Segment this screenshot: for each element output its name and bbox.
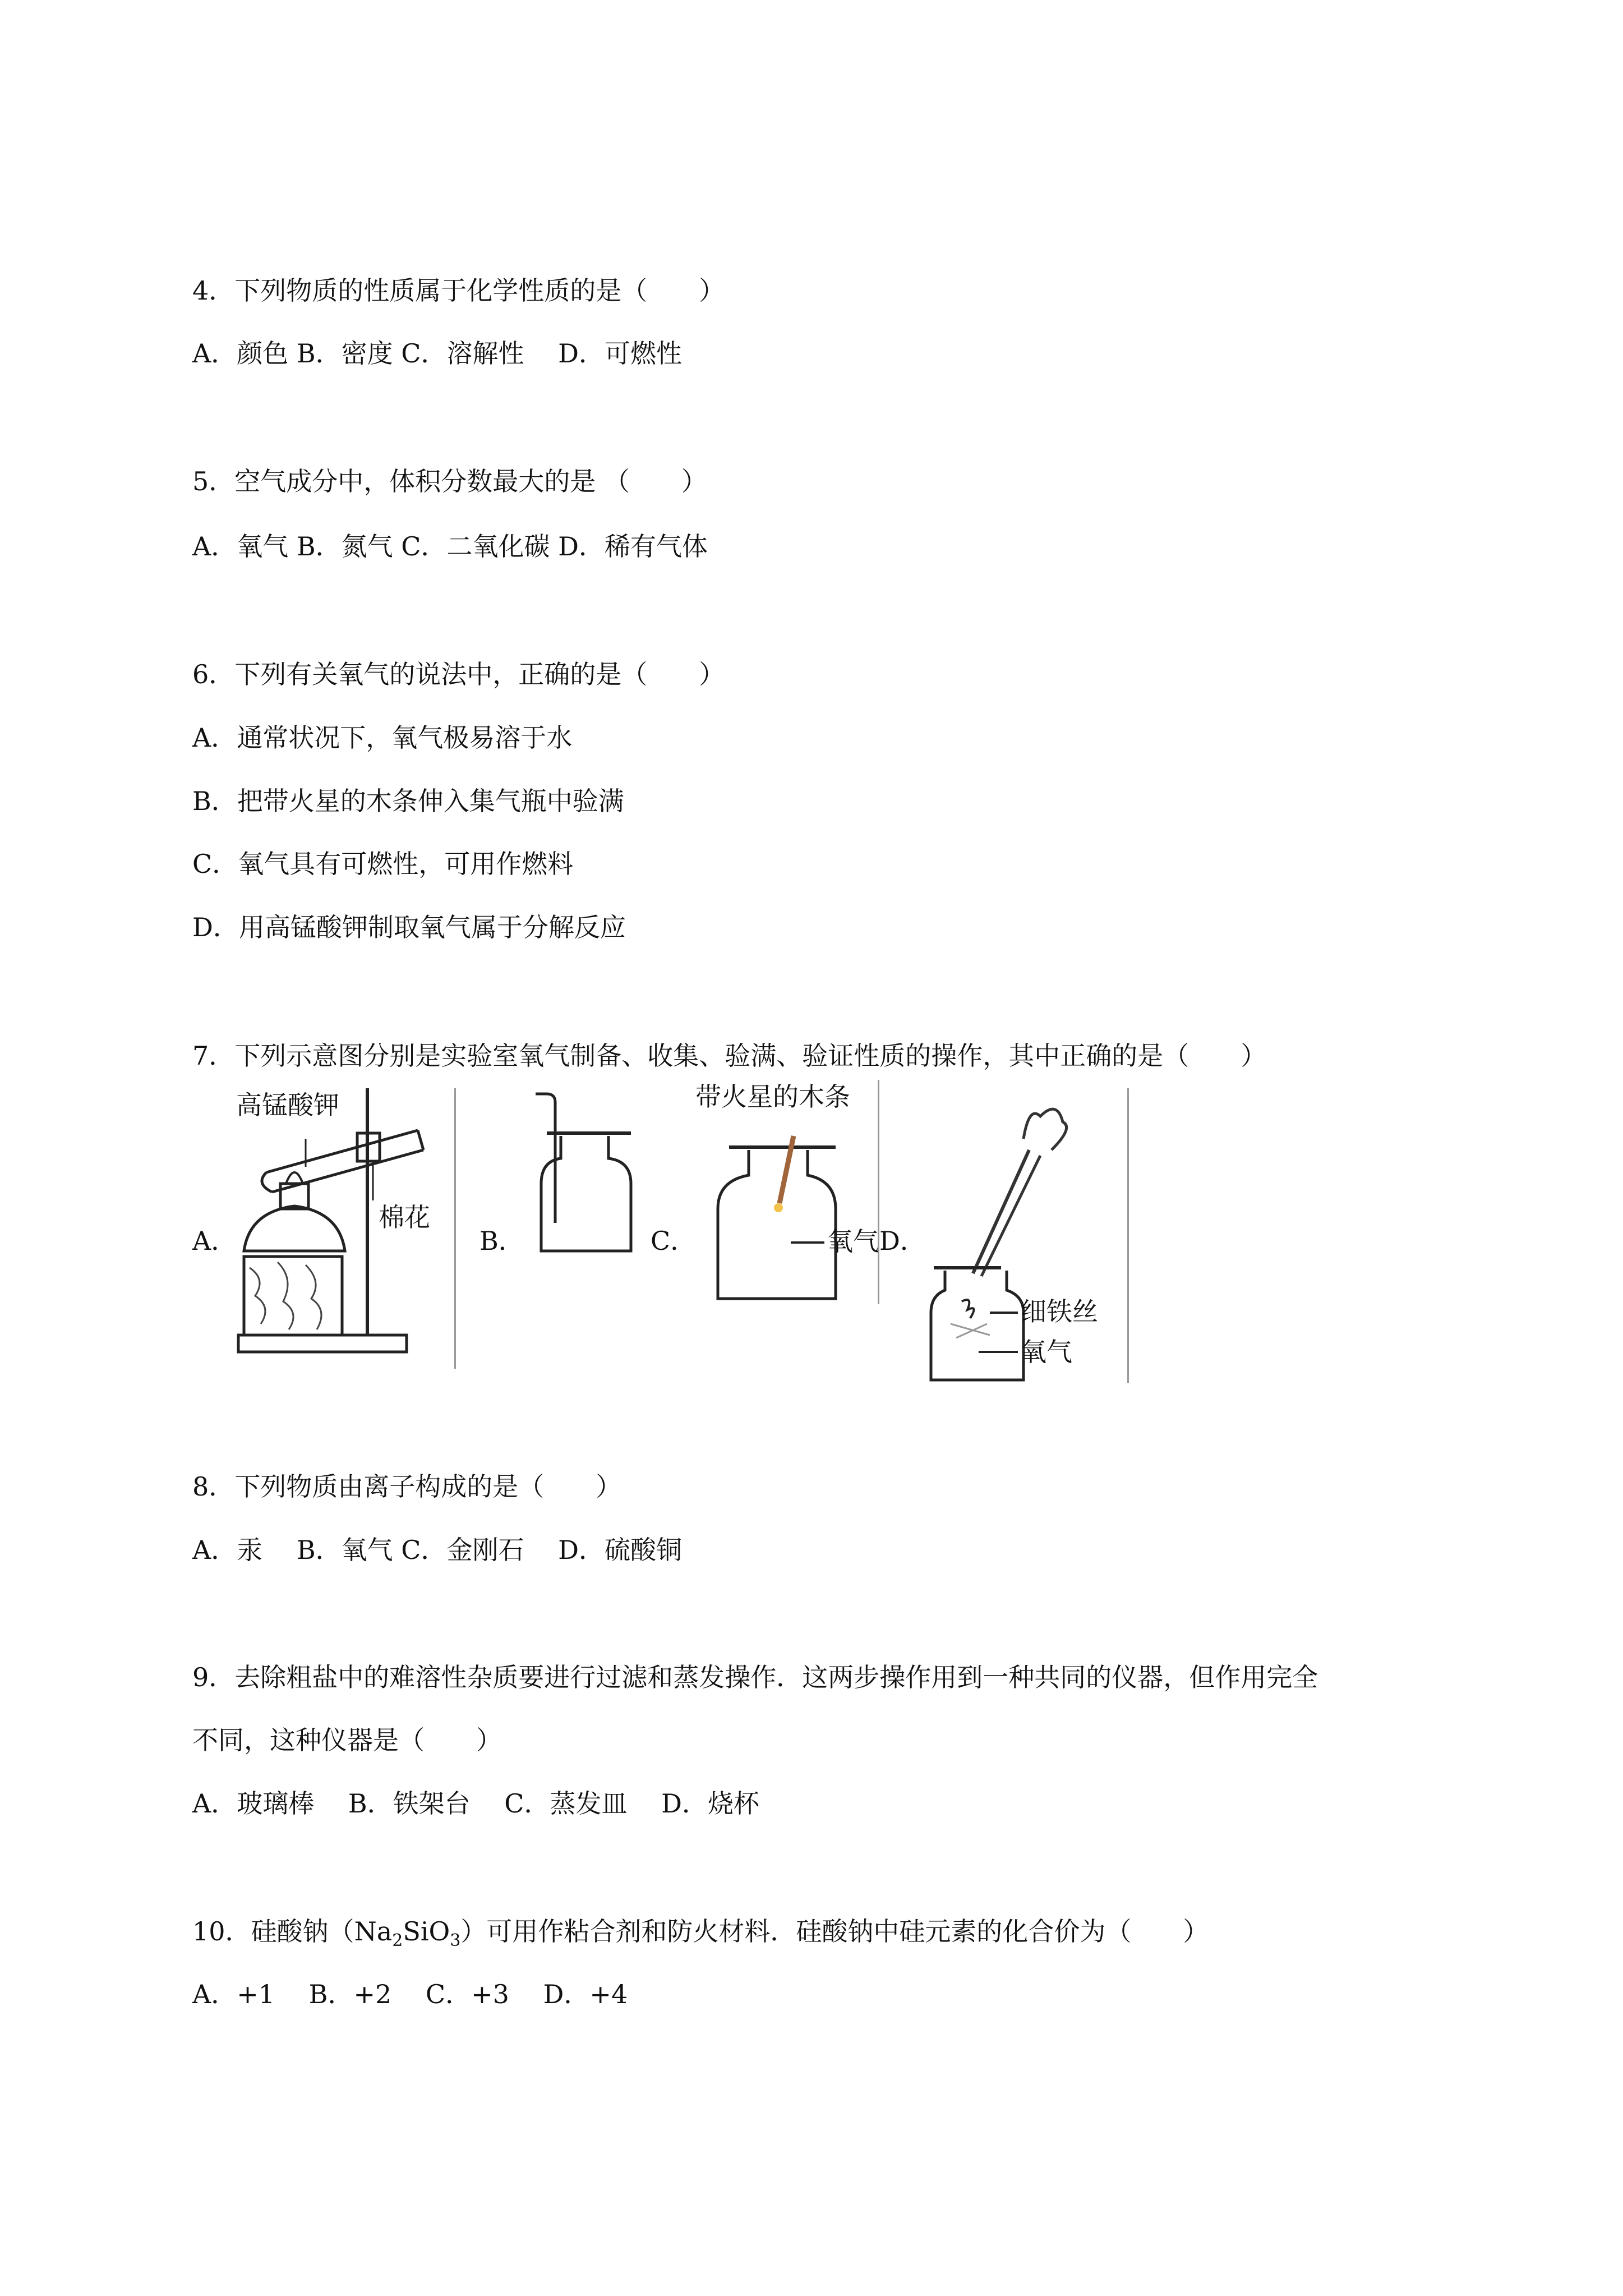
q7-label-c: C． [651,1226,697,1256]
q8-options: A．汞 B．氧气 C．金刚石 D．硫酸铜 [192,1535,682,1565]
figure-a-label-cotton: 棉花 [379,1202,430,1232]
q6-option-a: A．通常状况下，氧气极易溶于水 [192,723,573,753]
q9-stem-line-2: 不同，这种仪器是（ ） [192,1725,502,1755]
q10-subscript-3: 3 [450,1931,461,1951]
figure-b-collecting-bottle [524,1088,637,1257]
figure-a-heating-apparatus [233,1088,457,1369]
figure-d-label-oxygen: 氧气 [1021,1337,1072,1367]
q5-stem: 5．空气成分中，体积分数最大的是 （ ） [192,466,707,496]
q10-stem-mid: SiO [403,1916,450,1947]
q8-stem: 8．下列物质由离子构成的是（ ） [192,1471,622,1502]
q6-option-c: C．氧气具有可燃性，可用作燃料 [192,849,574,879]
figure-c-splint-test [695,1080,880,1304]
q7-label-d: D． [879,1226,926,1256]
q7-label-a: A． [192,1226,237,1256]
figure-a-label-potassium-permanganate: 高锰酸钾 [236,1090,339,1120]
figure-d-iron-wire-combustion [928,1088,1130,1383]
q6-stem: 6．下列有关氧气的说法中，正确的是（ ） [192,659,725,689]
q10-stem-suffix: ）可用作粘合剂和防火材料．硅酸钠中硅元素的化合价为（ ） [460,1916,1209,1947]
q7-label-b: B． [479,1226,524,1256]
q9-stem-line-1: 9．去除粗盐中的难溶性杂质要进行过滤和蒸发操作．这两步操作用到一种共同的仪器，但作用完全 [192,1662,1318,1692]
q9-options: A．玻璃棒 B．铁架台 C．蒸发皿 D．烧杯 [192,1788,759,1819]
q10-options: A．+1 B．+2 C．+3 D．+4 [192,1979,628,2009]
q6-option-d: D．用高锰酸钾制取氧气属于分解反应 [192,912,626,942]
q10-stem [192,1915,1209,1958]
q4-stem: 4．下列物质的性质属于化学性质的是（ ） [192,275,725,306]
figure-d-label-iron-wire: 细铁丝 [1021,1296,1098,1327]
q10-stem-prefix: 10．硅酸钠（Na [192,1916,393,1947]
q5-options: A．氧气 B．氮气 C．二氧化碳 D．稀有气体 [192,531,708,562]
q7-stem: 7．下列示意图分别是实验室氧气制备、收集、验满、验证性质的操作，其中正确的是（ ） [192,1041,1267,1071]
q6-option-b: B．把带火星的木条伸入集气瓶中验满 [192,786,624,816]
figure-c-label-glowing-splint: 带火星的木条 [695,1082,850,1112]
q10-subscript-2: 2 [392,1931,403,1951]
q4-options: A．颜色 B．密度 C．溶解性 D．可燃性 [192,338,682,369]
figure-c-label-oxygen: 氧气 [827,1226,879,1257]
